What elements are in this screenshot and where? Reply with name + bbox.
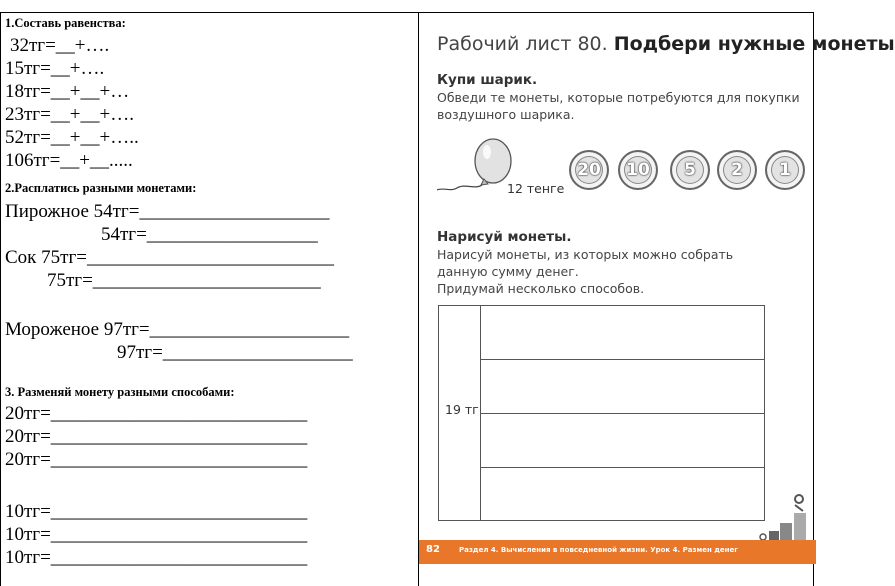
grid-row-line — [480, 359, 764, 360]
payment-line: 54тг=__________________ — [101, 224, 318, 245]
coin-10-icon: 10 — [618, 150, 658, 190]
task-2-title: Нарисуй монеты. — [437, 229, 572, 245]
change-line: 10тг=___________________________ — [5, 501, 308, 522]
change-line: 10тг=___________________________ — [5, 547, 308, 568]
coin-20-icon: 20 — [569, 150, 609, 190]
payment-line: Мороженое 97тг=_____________________ — [5, 319, 350, 340]
task-2-text: Придумай несколько способов. — [437, 281, 645, 296]
worksheet-title-number: Рабочий лист 80. — [437, 33, 614, 55]
page-footer — [419, 540, 816, 564]
change-line: 20тг=___________________________ — [5, 449, 308, 470]
change-line: 20тг=___________________________ — [5, 426, 308, 447]
exercise-column — [5, 14, 415, 569]
grid-row-line — [480, 413, 764, 414]
price-label: 12 тенге — [507, 181, 565, 196]
worksheet-title — [437, 33, 895, 55]
blank-line — [5, 471, 415, 494]
equation-line: 18тг=__+__+… — [5, 81, 130, 102]
coin-5-icon: 5 — [670, 150, 710, 190]
worksheet-image — [419, 13, 895, 586]
task-2-text: данную сумму денег. — [437, 264, 579, 279]
section-1-header: 1.Составь равенства: — [5, 16, 126, 30]
equation-line: 52тг=__+__+….. — [5, 127, 139, 148]
change-line: 20тг=___________________________ — [5, 403, 308, 424]
blank-line — [5, 292, 415, 315]
payment-line: Сок 75тг=__________________________ — [5, 247, 334, 268]
drawing-grid — [438, 305, 765, 521]
equation-line: 23тг=__+__+…. — [5, 104, 134, 125]
section-2-header: 2.Расплатись разными монетами: — [5, 181, 197, 195]
equation-line: 32тг=__+…. — [10, 35, 110, 56]
footer-text: Раздел 4. Вычисления в повседневной жизни. Урок 4. Размен денег — [459, 546, 738, 554]
coin-2-icon: 2 — [717, 150, 757, 190]
task-1-text: Обведи те монеты, которые потребуются для покупки — [437, 90, 800, 105]
payment-line: Пирожное 54тг=____________________ — [5, 201, 330, 222]
payment-line: 97тг=____________________ — [117, 342, 353, 363]
task-2-text: Нарисуй монеты, из которых можно собрать — [437, 247, 734, 262]
grid-row-line — [480, 467, 764, 468]
coin-stack-icon — [757, 491, 815, 547]
coin-1-icon: 1 — [765, 150, 805, 190]
payment-line: 75тг=________________________ — [47, 270, 321, 291]
grid-sum-label: 19 тг — [445, 402, 479, 417]
equation-line: 15тг=__+…. — [5, 58, 105, 79]
task-1-title: Купи шарик. — [437, 72, 538, 88]
section-3-header: 3. Разменяй монету разными способами: — [5, 385, 235, 399]
page-number: 82 — [426, 544, 440, 555]
change-line: 10тг=___________________________ — [5, 524, 308, 545]
equation-line: 106тг=__+__..... — [5, 150, 133, 171]
worksheet-title-topic: Подбери нужные монеты — [613, 33, 895, 55]
task-1-text: воздушного шарика. — [437, 107, 575, 122]
